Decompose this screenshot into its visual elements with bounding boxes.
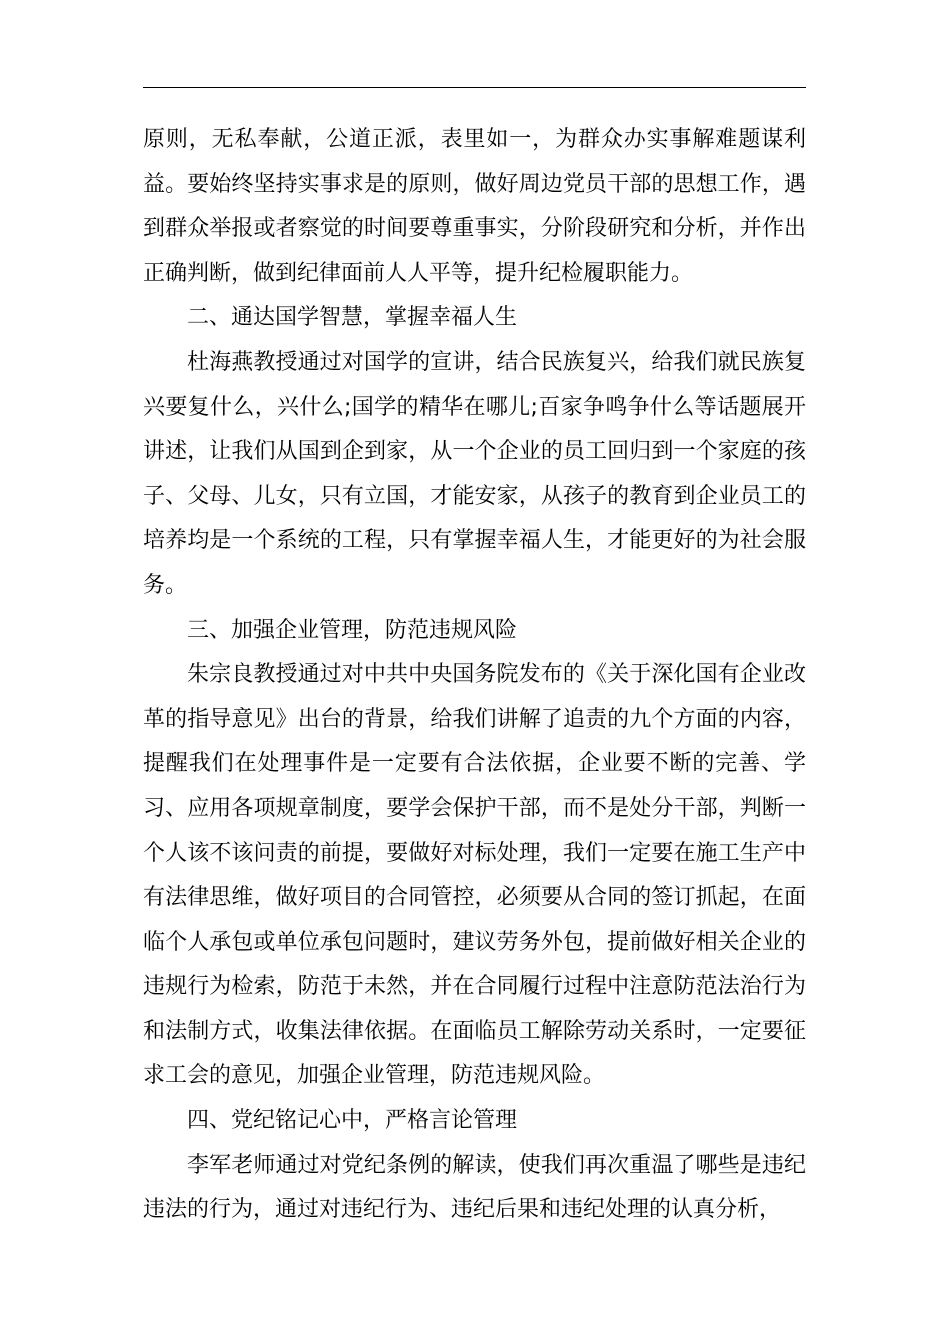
paragraph-section-2: 杜海燕教授通过对国学的宣讲，结合民族复兴，给我们就民族复兴要复什么，兴什么;国学的精华在哪儿;百家争鸣争什么等话题展开讲述，让我们从国到企到家，从一个企业的员工回归到一个家庭的孩子、父母、儿女，只有立国，才能安家，从孩子的教育到企业员工的培养均是一个系统的工程，只有掌握幸福人生，才能更好的为社会服务。 [143, 349, 806, 598]
section-heading-4: 四、党纪铭记心中，严格言论管理 [187, 1108, 518, 1134]
section-heading-3: 三、加强企业管理，防范违规风险 [187, 617, 518, 643]
header-rule [143, 87, 806, 88]
paragraph-continuation: 原则，无私奉献，公道正派，表里如一，为群众办实事解难题谋利益。要始终坚持实事求是的原则，做好周边党员干部的思想工作，遇到群众举报或者察觉的时间要尊重事实，分阶段研究和分析，并作出正确判断，做到纪律面前人人平等，提升纪检履职能力。 [143, 127, 806, 286]
paragraph-section-4: 李军老师通过对党纪条例的解读，使我们再次重温了哪些是违纪违法的行为，通过对违纪行为、违纪后果和违纪处理的认真分析， [143, 1152, 806, 1223]
section-heading-2: 二、通达国学智慧，掌握幸福人生 [187, 305, 518, 331]
body-text [143, 118, 806, 1233]
paragraph-section-3: 朱宗良教授通过对中共中央国务院发布的《关于深化国有企业改革的指导意见》出台的背景，给我们讲解了追责的九个方面的内容，提醒我们在处理事件是一定要有合法依据，企业要不断的完善、学习、应用各项规章制度，要学会保护干部，而不是处分干部，判断一个人该不该问责的前提，要做好对标处理，我们一定要在施工生产中有法律思维，做好项目的合同管控，必须要从合同的签订抓起，在面临个人承包或单位承包问题时，建议劳务外包，提前做好相关企业的违规行为检索，防范于未然，并在合同履行过程中注意防范法治行为和法制方式，收集法律依据。在面临员工解除劳动关系时，一定要征求工会的意见，加强企业管理，防范违规风险。 [143, 662, 806, 1089]
